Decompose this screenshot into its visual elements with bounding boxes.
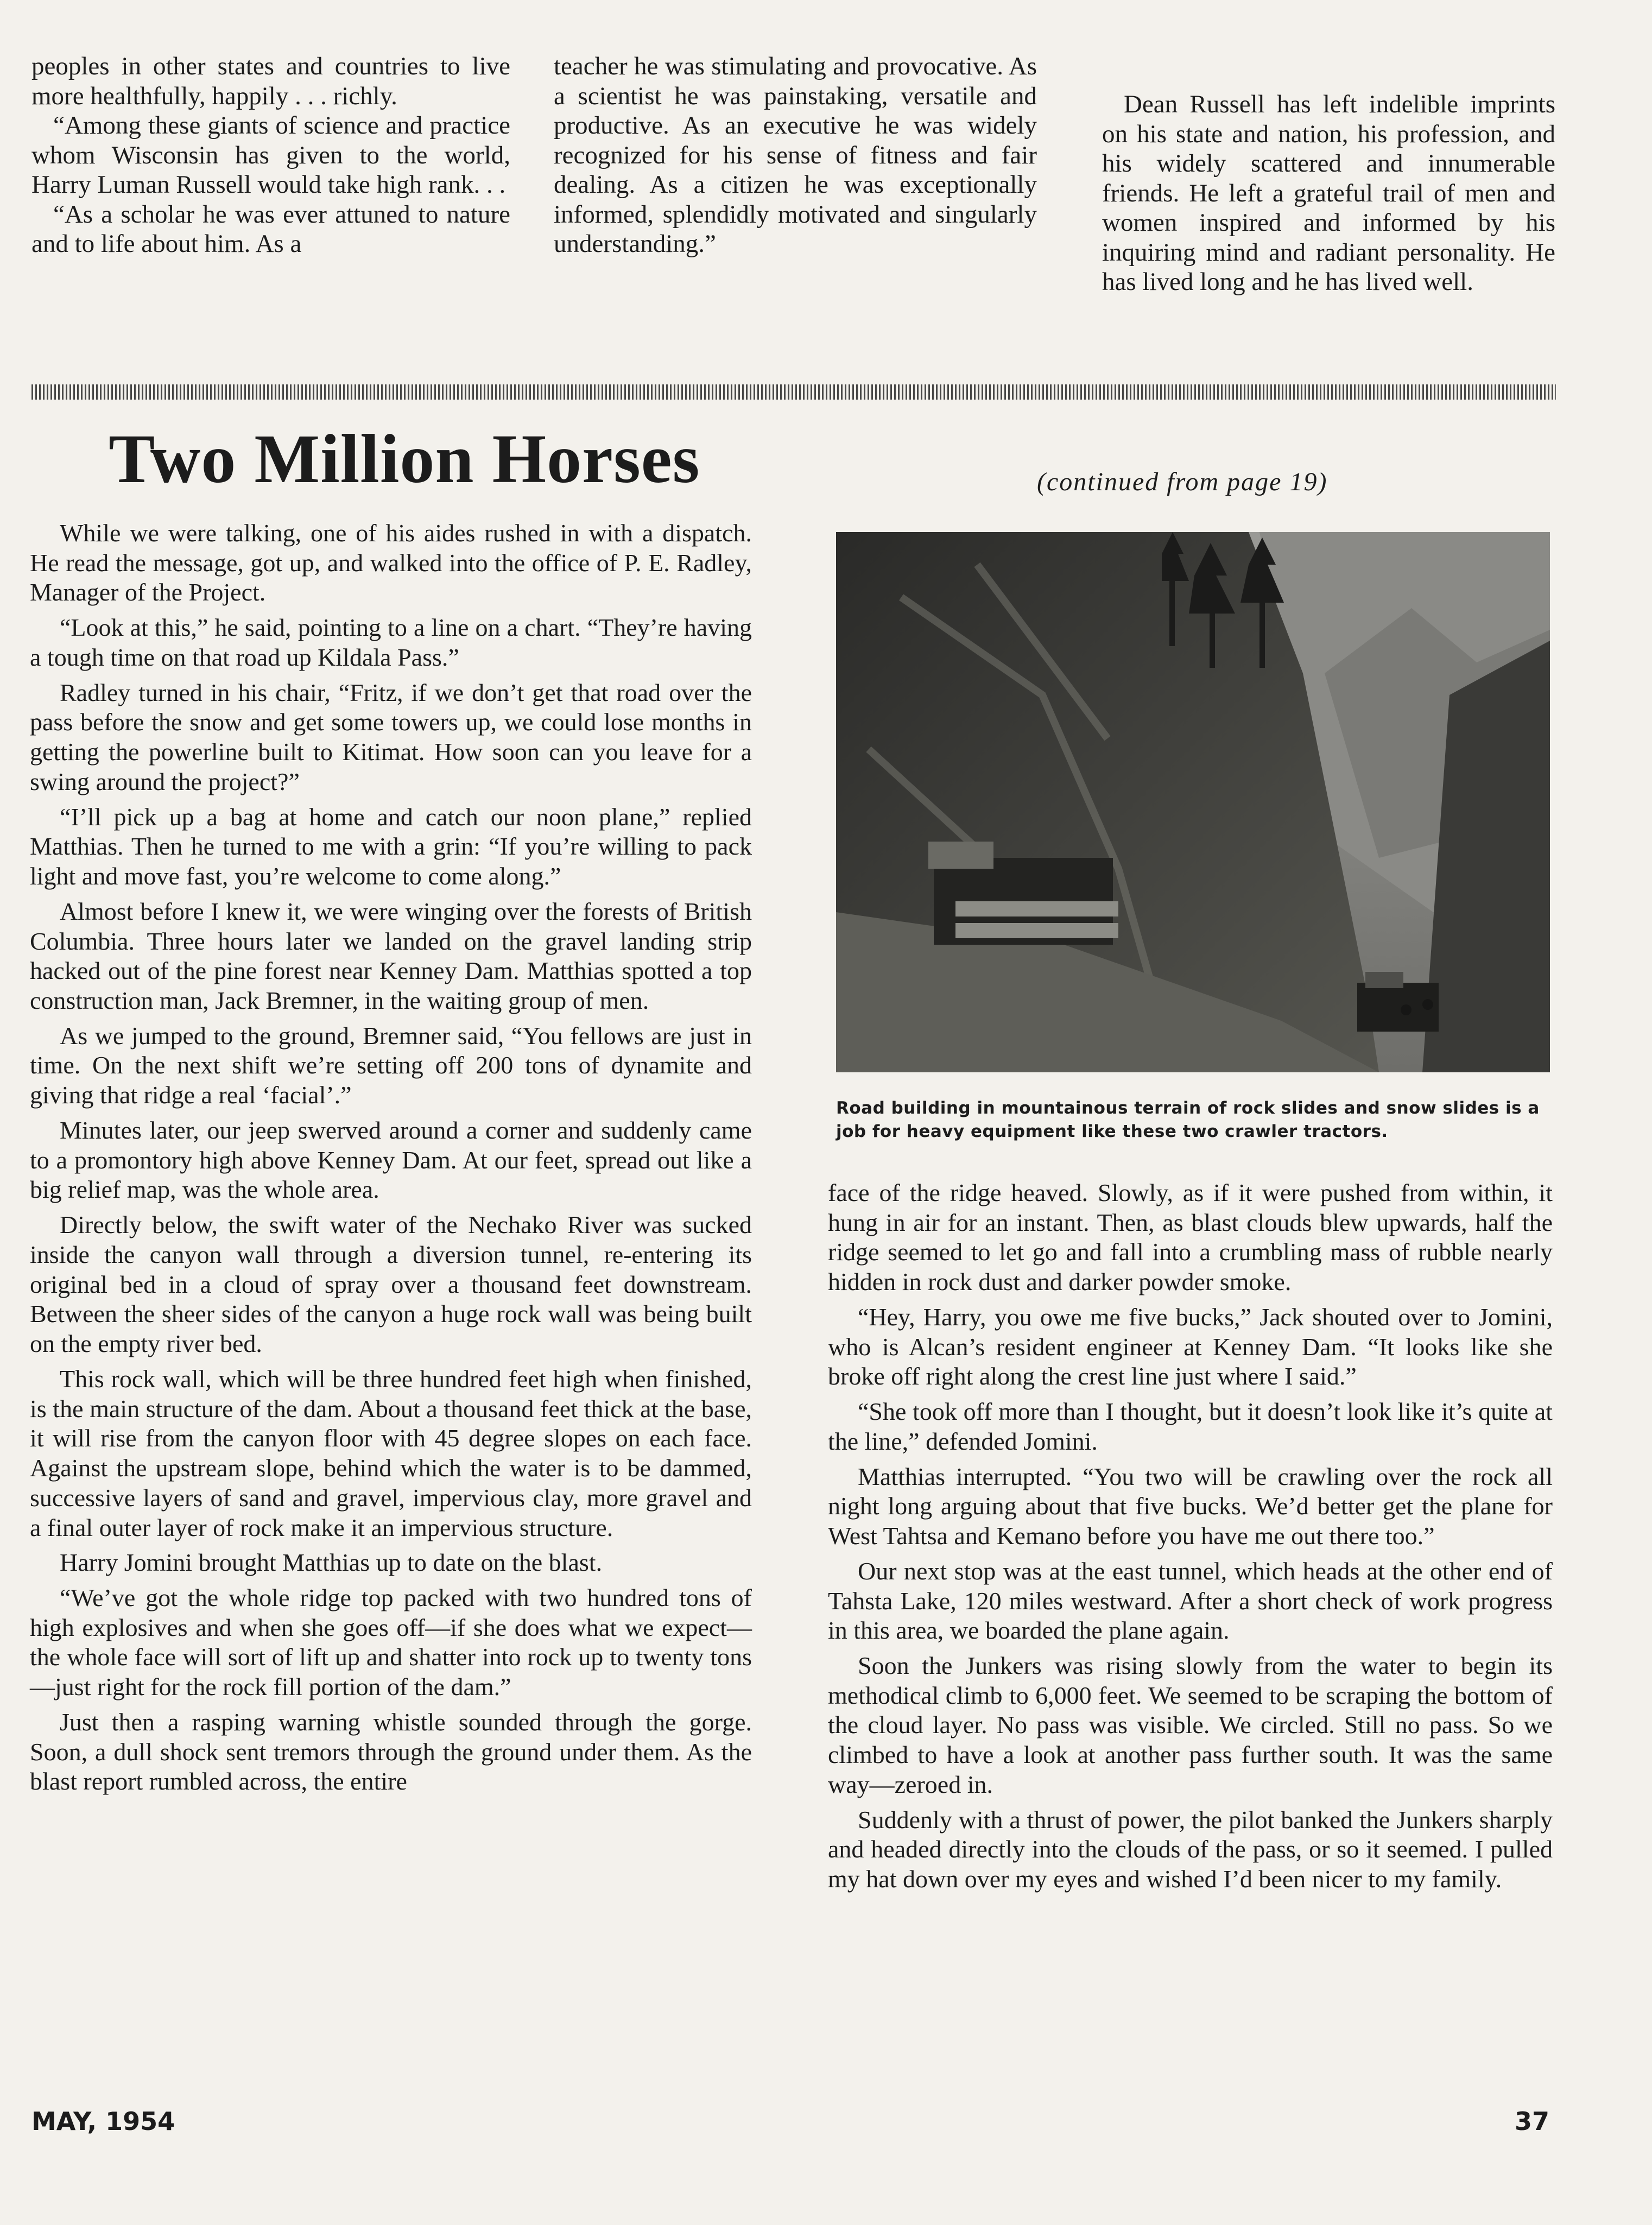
article-paragraph: Our next stop was at the east tunnel, which heads at the other end of Tahsta Lake, 120 miles westward. After a short check of work progress in this area, we boarded the plane again. <box>828 1557 1553 1645</box>
article-paragraph: Minutes later, our jeep swerved around a corner and suddenly came to a promontory high above Kenney Dam. At our feet, spread out like a big relief map, was the whole area. <box>30 1116 752 1204</box>
article-paragraph: “Hey, Harry, you owe me five bucks,” Jack shouted over to Jomini, who is Alcan’s resident engineer at Kenney Dam. “It looks like she broke off right along the crest line just where I said.” <box>828 1303 1553 1390</box>
photo-caption: Road building in mountainous terrain of rock slides and snow slides is a job for heavy equipment like these two crawler tractors. <box>836 1098 1540 1142</box>
top-paragraph: “Among these giants of science and practice whom Wisconsin has given to the world, Harry Luman Russell would take high rank. . . <box>31 111 510 199</box>
mountain-road-photo-illustration <box>836 532 1550 1072</box>
article-paragraph: “I’ll pick up a bag at home and catch our noon plane,” replied Matthias. Then he turned to me with a grin: “If you’re willing to pack light and move fast, you’re welcome to come along.” <box>30 802 752 890</box>
top-column-2 <box>554 52 1037 334</box>
top-paragraph: peoples in other states and countries to live more healthfully, happily . . . richly. <box>31 52 510 110</box>
top-paragraph: Dean Russell has left indelible imprints on his state and nation, his profession, and his widely scattered and innumerable friends. He left a grateful trail of men and women inspired and informed by his inquiring mind and radiant personality. He has lived long and he has lived well. <box>1102 90 1555 296</box>
page-number: 37 <box>1515 2107 1550 2136</box>
top-column-1 <box>31 52 510 334</box>
article-paragraph: Radley turned in his chair, “Fritz, if we don’t get that road over the pass before the snow and get some towers up, we could lose months in getting the powerline built to Kitimat. How soon can you leave for a swing around the project?” <box>30 678 752 795</box>
article-paragraph: face of the ridge heaved. Slowly, as if it were pushed from within, it hung in air for an instant. Then, as blast clouds blew upwards, half the ridge seemed to let go and fall into a crumbling mass of rubble nearly hidden in rock dust and darker powder smoke. <box>828 1179 1553 1296</box>
article-paragraph: Almost before I knew it, we were winging over the forests of British Columbia. Three hours later we landed on the gravel landing strip hacked out of the pine forest near Kenney Dam. Matthias spotted a top construction man, Jack Bremner, in the waiting group of men. <box>30 897 752 1015</box>
article-paragraph: “We’ve got the whole ridge top packed with two hundred tons of high explosives and when she goes off—if she does what we expect—the whole face will sort of lift up and shatter into rock up to twenty tons—just right for the rock fill portion of the dam.” <box>30 1583 752 1701</box>
article-paragraph: Soon the Junkers was rising slowly from the water to begin its methodical climb to 6,000 feet. We seemed to be scraping the bottom of the cloud layer. No pass was visible. We circled. Still no pass. So we climbed to have a look at another pass further south. It was the same way—zeroed in. <box>828 1652 1553 1798</box>
top-paragraph: “As a scholar he was ever attuned to nature and to life about him. As a <box>31 200 510 258</box>
article-title: Two Million Horses <box>109 420 700 497</box>
article-paragraph: Harry Jomini brought Matthias up to date on the blast. <box>60 1548 603 1577</box>
article-paragraph: This rock wall, which will be three hundred feet high when finished, is the main structure of the dam. About a thousand feet thick at the base, it will rise from the canyon floor with 45 degree slopes on each face. Against the upstream slope, behind which the water is to be dammed, successive layers of sand and gravel, impervious clay, more gravel and a final outer layer of rock make it an impervious structure. <box>30 1364 752 1541</box>
article-right-column <box>828 1178 1553 1900</box>
article-paragraph: Matthias interrupted. “You two will be crawling over the rock all night long arguing about that five bucks. We’d better get the plane for West Tahtsa and Kemano before you have me out there too.” <box>828 1462 1553 1550</box>
article-paragraph: “Look at this,” he said, pointing to a line on a chart. “They’re having a tough time on that road up Kildala Pass.” <box>30 614 752 671</box>
article-paragraph: Directly below, the swift water of the Nechako River was sucked inside the canyon wall through a diversion tunnel, re-entering its original bed in a cloud of spray over a thousand feet downstream. Between the sheer sides of the canyon a huge rock wall was being built on the empty river bed. <box>30 1211 752 1358</box>
article-paragraph: Suddenly with a thrust of power, the pilot banked the Junkers sharply and headed directly into the clouds of the pass, or so it seemed. I pulled my hat down over my eyes and wished I’d been nicer to my family. <box>828 1805 1553 1893</box>
article-left-column <box>30 519 752 1802</box>
continued-note: (continued from page 19) <box>1037 467 1328 496</box>
section-divider <box>31 384 1556 400</box>
article-paragraph: While we were talking, one of his aides rushed in with a dispatch. He read the message, got up, and walked into the office of P. E. Radley, Manager of the Project. <box>30 519 752 606</box>
crawler-tractor-photo <box>836 532 1550 1072</box>
issue-date: MAY, 1954 <box>31 2107 175 2136</box>
article-paragraph: As we jumped to the ground, Bremner said, “You fellows are just in time. On the next shift we’re setting off 200 tons of dynamite and giving that ridge a real ‘facial’.” <box>30 1021 752 1109</box>
top-paragraph: teacher he was stimulating and provocative. As a scientist he was painstaking, versatile and productive. As an executive he was widely recognized for his sense of fitness and fair dealing. As a citizen he was exceptionally informed, splendidly motivated and singularly understanding.” <box>554 52 1037 258</box>
article-paragraph: “She took off more than I thought, but it doesn’t look like it’s quite at the line,” defended Jomini. <box>828 1398 1553 1455</box>
top-column-3 <box>1102 90 1555 372</box>
article-paragraph: Just then a rasping warning whistle sounded through the gorge. Soon, a dull shock sent tremors through the ground under them. As the blast report rumbled across, the entire <box>30 1708 752 1796</box>
